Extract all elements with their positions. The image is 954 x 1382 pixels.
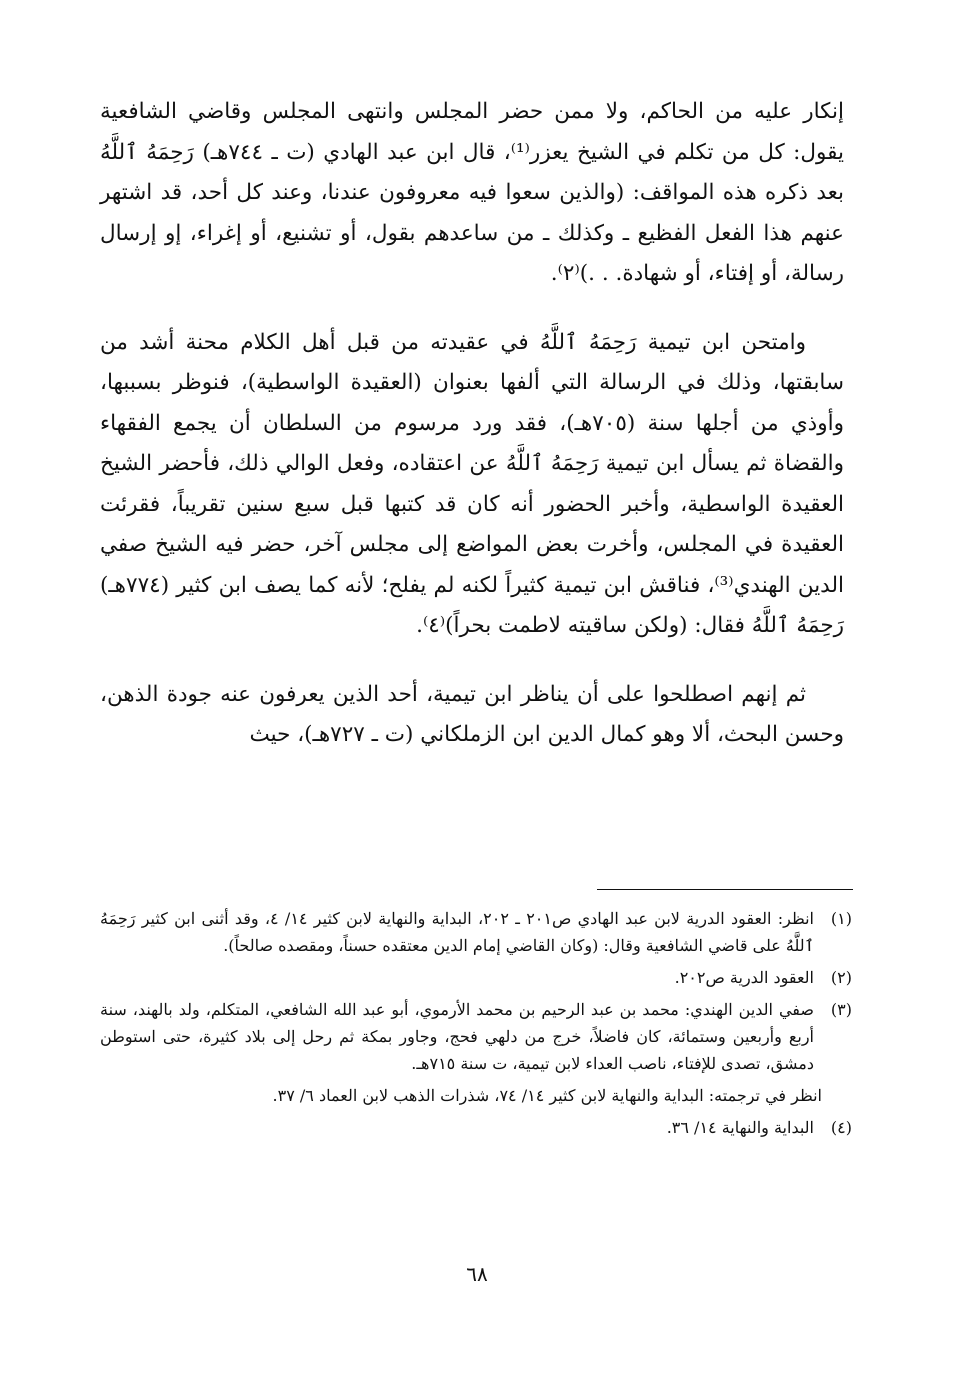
footnote-1: [100, 905, 852, 959]
footnote-number: (٣): [830, 1000, 852, 1019]
footnote-number: (٢): [830, 968, 852, 987]
footnotes: [100, 905, 852, 1146]
footnote-3: [100, 996, 852, 1077]
footnote-2: [100, 964, 852, 991]
footnote-text: انظر في ترجمته: البداية والنهاية لابن كثير ١٤/ ٧٤، شذرات الذهب لابن العماد ٦/ ٣٧.: [272, 1086, 822, 1105]
page-number: ٦٨: [466, 1262, 488, 1286]
footnote-4: [100, 1114, 852, 1141]
paragraph-3: ثم إنهم اصطلحوا على أن يناظر ابن تيمية، أحد الذين يعرفون عنه جودة الذهن، وحسن البحث، ألا وهو كمال الدين ابن الزملكاني (ت ـ ٧٢٧هـ)، حيث: [100, 681, 844, 747]
footnote-separator: [597, 889, 853, 890]
footnote-text: صفي الدين الهندي: محمد بن عبد الرحيم بن محمد الأرموي، أبو عبد الله الشافعي، المتكلم، ولد بالهند، سنة أربع وأربعين وستمائة، كان فاضلاً، خرج من دلهي فحج، وجاور بمكة ثم رحل إلى بلاد كثيرة، حتى استوطن دمشق، تصدى للإفتاء، ناصب العداء لابن تيمية، ت سنة ٧١٥هـ.: [100, 1000, 814, 1073]
footnote-number: (١): [830, 909, 852, 928]
footnote-number: (٤): [830, 1118, 852, 1137]
footnote-text: البداية والنهاية ١٤/ ٣٦.: [666, 1118, 814, 1137]
footnote-text: العقود الدرية ص٢٠٢.: [674, 968, 814, 987]
main-text: [100, 92, 844, 756]
footnote-text: انظر: العقود الدرية لابن عبد الهادي ص٢٠١ ـ ٢٠٢، البداية والنهاية لابن كثير ١٤/ ٤، وقد أثنى ابن كثير رَحِمَهُ ٱللَّهُ على قاضي الشافعية وقال: (وكان القاضي إمام الدين معتقده حسناً، ومقصده صالحاً).: [100, 909, 815, 955]
paragraph-1: إنكار عليه من الحاكم، ولا ممن حضر المجلس وانتهى المجلس وقاضي الشافعية يقول: كل من تكلم في الشيخ يعزر⁽¹⁾، قال ابن عبد الهادي (ت ـ ٧٤٤هـ) رَحِمَهُ ٱللَّهُ بعد ذكره هذه المواقف: (والذين سعوا فيه معروفون عندنا، وعند كل أحد، قد اشتهر عنهم هذا الفعل الفظيع ـ وكذلك ـ من ساعدهم بقول، أو تشنيع، أو إغراء، إو إرسال رسالة، أو إفتاء، أو شهادة. . .)⁽٢⁾.: [100, 99, 844, 286]
footnote-3-continuation: [100, 1082, 852, 1109]
paragraph-2: وامتحن ابن تيمية رَحِمَهُ ٱللَّهُ في عقيدته من قبل أهل الكلام محنة أشد من سابقتها، وذلك في الرسالة التي ألفها بعنوان (العقيدة الواسطية)، فنوظر بسببها، وأوذي من أجلها سنة (٧٠٥هـ)، فقد ورد مرسوم من السلطان أن يجمع الفقهاء والقضاة ثم يسأل ابن تيمية رَحِمَهُ ٱللَّهُ عن اعتقاده، وفعل الوالي ذلك، فأحضر الشيخ العقيدة الواسطية، وأخبر الحضور أنه كان قد كتبها قبل سبع سنين تقريباً، فقرئت العقيدة في المجلس، وأخرت بعض المواضع إلى مجلس آخر، حضر فيه الشيخ صفي الدين الهندي⁽³⁾، فناقش ابن تيمية كثيراً لكنه لم يفلح؛ لأنه كما يصف ابن كثير (٧٧٤هـ) رَحِمَهُ ٱللَّهُ فقال: (ولكن ساقيته لاطمت بحراً)⁽٤⁾.: [100, 329, 844, 638]
